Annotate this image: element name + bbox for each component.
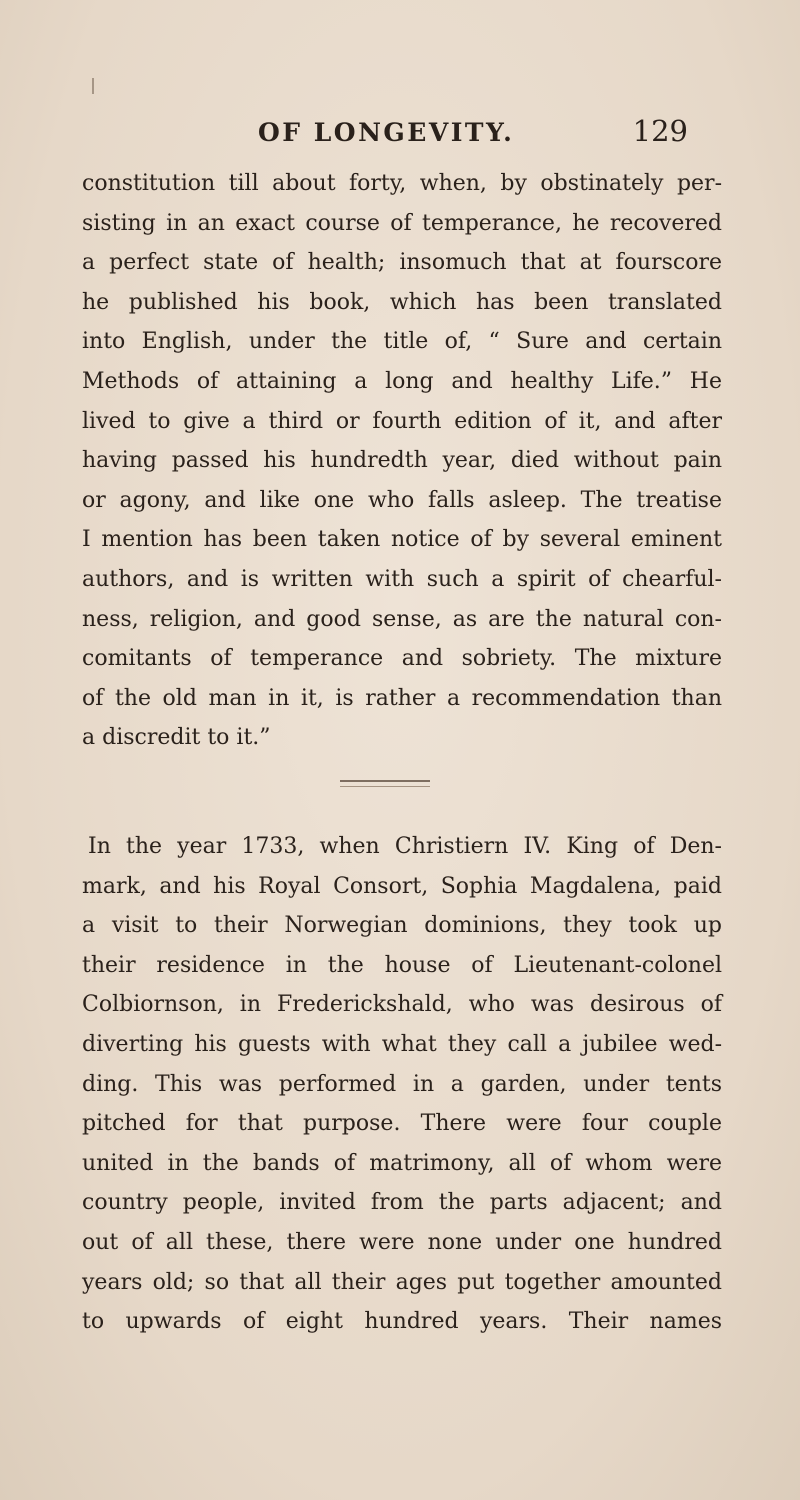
text-line: ness, religion, and good sense, as are the natural con- [82,606,722,632]
text-line: a visit to their Norwegian dominions, they took up [82,913,722,939]
text-line: country people, invited from the parts adjacent; and [82,1190,722,1216]
text-line: a discredit to it.” [82,725,271,751]
running-head [258,114,688,158]
paragraph-2 [82,827,722,1342]
running-title: OF LONGEVITY. [258,118,515,147]
text-line: to upwards of eight hundred years. Their names [82,1309,722,1335]
text-line: diverting his guests with what they call a jubilee wed- [82,1031,722,1057]
text-line: mark, and his Royal Consort, Sophia Magdalena, paid [82,873,722,899]
text-line: a perfect state of health; insomuch that at fourscore [82,250,722,276]
text-line: their residence in the house of Lieutenant-colonel [82,952,722,978]
text-line: of the old man in it, is rather a recommendation than [82,685,722,711]
section-divider-rule [340,780,430,787]
text-line: out of all these, there were none under one hundred [82,1229,722,1255]
text-line: I mention has been taken notice of by several eminent [82,527,722,553]
text-line: authors, and is written with such a spirit of chearful- [82,566,722,592]
text-line: pitched for that purpose. There were four couple [82,1111,722,1137]
text-line: comitants of temperance and sobriety. The mixture [82,646,722,672]
text-line: he published his book, which has been translated [82,289,722,315]
text-line: into English, under the title of, “ Sure and certain [82,329,722,355]
text-line: constitution till about forty, when, by obstinately per- [82,171,722,196]
text-line: united in the bands of matrimony, all of whom were [82,1150,722,1176]
paragraph-1 [82,164,722,758]
text-line: Methods of attaining a long and healthy Life.” He [82,368,722,394]
page-number: 129 [632,114,688,148]
text-line: Colbiornson, in Frederickshald, who was desirous of [82,992,722,1018]
text-line: ding. This was performed in a garden, under tents [82,1071,722,1097]
margin-mark [92,78,94,94]
text-line: sisting in an exact course of temperance, he recovered [82,210,722,236]
text-line: having passed his hundredth year, died without pain [82,448,722,474]
text-line: In the year 1733, when Christiern IV. King of Den- [88,834,722,859]
text-line: lived to give a third or fourth edition of it, and after [82,408,722,434]
text-line: or agony, and like one who falls asleep. The treatise [82,487,722,513]
text-line: years old; so that all their ages put together amounted [82,1269,722,1295]
